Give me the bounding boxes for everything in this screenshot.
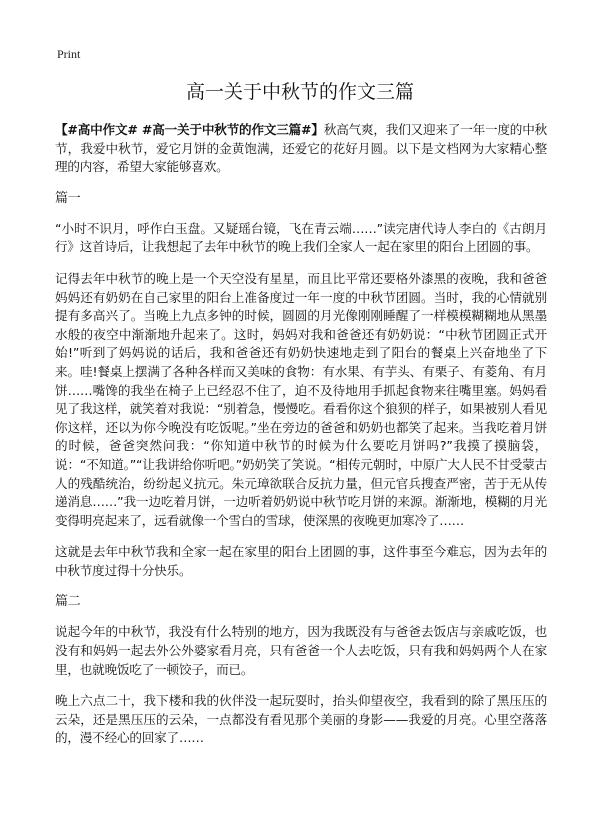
paragraph: 晚上六点二十，我下楼和我的伙伴没一起玩耍时，抬头仰望夜空，我看到的除了黑压压的云朵，还是黑压压的云朵，一点都没有看见那个美丽的身影——我爱的月亮。心里空落落的，漫不经心的回家了……	[55, 693, 547, 746]
page-title: 高一关于中秋节的作文三篇	[185, 81, 414, 103]
paragraph: 记得去年中秋节的晚上是一个天空没有星星，而且比平常还要格外漆黑的夜晚，我和爸爸妈妈还有奶奶在自己家里的阳台上准备度过一年一度的中秋节团圆。当时，我的心情就别提有多高兴了。当晚上九点多钟的时候，圆圆的月光像刚刚睡醒了一样模模糊糊地从黑墨水般的夜空中渐渐地升起来了。这时，妈妈对我和爸爸还有奶奶说：“中秋节团圆正式开始!”听到了妈妈说的话后，我和爸爸还有奶奶快速地走到了阳台的餐桌上兴奋地坐了下来。哇!餐桌上摆满了各种各样而又美味的食物：有水果、有芋头、有栗子、有菱角、有月饼……嘴馋的我坐在椅子上已经忍不住了，迫不及待地用手抓起食物来往嘴里塞。妈妈看见了我这样，就笑着对我说：“别着急，慢慢吃。看看你这个狼狈的样子，如果被别人看见你这样，还以为你今晚没有吃饭呢。”坐在旁边的爸爸和奶奶也都笑了起来。当我吃着月饼的时候，爸爸突然问我：“你知道中秋节的时候为什么要吃月饼吗?”我摸了摸脑袋，说：“不知道。”“让我讲给你听吧。”奶奶笑了笑说。“相传元朝时，中原广大人民不甘受蒙古人的残酷统治，纷纷起义抗元。朱元璋欲联合反抗力量，但元官兵搜查严密，苦于无从传递消息……”我一边吃着月饼，一边听着奶奶说中秋节吃月饼的来源。渐渐地，模糊的月光变得明亮起来了，远看就像一个雪白的雪球，使深黑的夜晚更加寒冷了……	[55, 270, 547, 528]
article-body	[55, 121, 547, 761]
section-heading-1: 篇一	[55, 190, 81, 206]
intro-text: 秋高气爽，我们又迎来了一年一度的中秋节，我爱中秋节，爱它月饼的金黄饱满，还爱它的花好月圆。以下是文档网为大家精心整理的内容，希望大家能够喜欢。	[55, 122, 547, 175]
section-heading-2: 篇二	[55, 594, 81, 610]
intro-tag: 【#高中作文# #高一关于中秋节的作文三篇#】	[55, 122, 324, 137]
print-link[interactable]: Print	[57, 47, 81, 61]
paragraph: “小时不识月，呼作白玉盘。又疑瑶台镜，飞在青云端……”读完唐代诗人李白的《古朗月行》这首诗后，让我想起了去年中秋节的晚上我们全家人一起在家里的阳台上团圆的事。	[55, 220, 547, 255]
paragraph: 说起今年的中秋节，我没有什么特别的地方，因为我既没有与爸爸去饭店与亲戚吃饭，也没有和妈妈一起去外公外婆家看月亮，只有爸爸一个人去吃饭，只有我和妈妈两个人在家里，也就晚饭吃了一顿饺子，而已。	[55, 624, 547, 677]
paragraph: 这就是去年中秋节我和全家一起在家里的阳台上团圆的事，这件事至今难忘，因为去年的中秋节度过得十分快乐。	[55, 544, 547, 578]
intro-paragraph	[55, 121, 547, 177]
